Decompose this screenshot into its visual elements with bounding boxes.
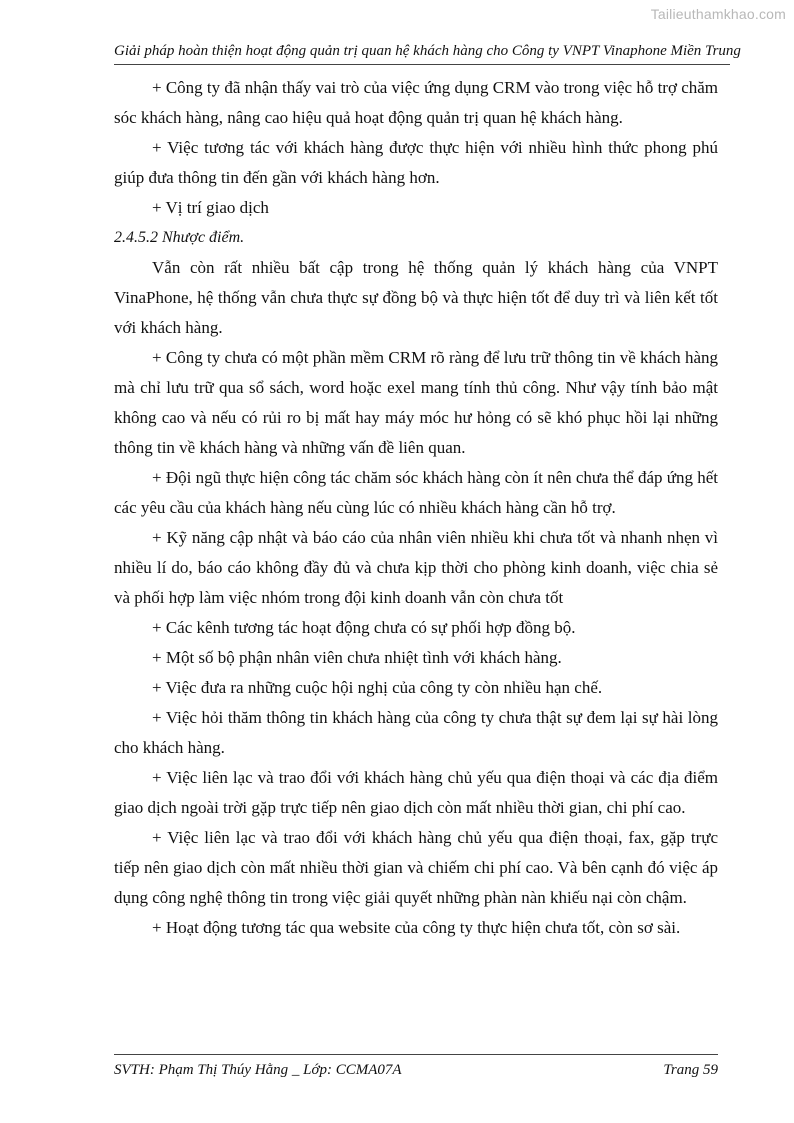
paragraph: + Việc liên lạc và trao đổi với khách hàng chủ yếu qua điện thoại và các địa điểm giao dịch ngoài trời gặp trực tiếp nên giao dịch còn mất nhiều thời gian, chi phí cao. bbox=[114, 768, 718, 817]
paragraph: + Một số bộ phận nhân viên chưa nhiệt tình với khách hàng. bbox=[152, 648, 562, 667]
paragraph: Vẫn còn rất nhiều bất cập trong hệ thống quản lý khách hàng của VNPT VinaPhone, hệ thống vẫn chưa thực sự đồng bộ và thực hiện tốt để duy trì và liên kết tốt với khách hàng. bbox=[114, 258, 718, 337]
paragraph: + Việc liên lạc và trao đổi với khách hàng chủ yếu qua điện thoại, fax, gặp trực tiếp nên giao dịch còn mất nhiều thời gian và chiếm chi phí cao. Và bên cạnh đó việc áp dụng công nghệ thông tin trong việc giải quyết những phàn nàn khiếu nại còn chậm. bbox=[114, 828, 718, 907]
paragraph: + Công ty đã nhận thấy vai trò của việc ứng dụng CRM vào trong việc hỗ trợ chăm sóc khách hàng, nâng cao hiệu quả hoạt động quản trị quan hệ khách hàng. bbox=[114, 78, 719, 127]
section-heading: 2.4.5.2 Nhược điểm. bbox=[114, 229, 245, 246]
paragraph: + Vị trí giao dịch bbox=[152, 198, 269, 217]
footer-author: SVTH: Phạm Thị Thúy Hằng _ Lớp: CCMA07A bbox=[114, 1062, 402, 1078]
document-body bbox=[114, 73, 718, 943]
paragraph: + Các kênh tương tác hoạt động chưa có sự phối hợp đồng bộ. bbox=[152, 618, 576, 637]
watermark: Tailieuthamkhao.com bbox=[650, 6, 786, 22]
page-number: Trang 59 bbox=[663, 1062, 718, 1078]
paragraph: + Việc tương tác với khách hàng được thực hiện với nhiều hình thức phong phú giúp đưa thông tin đến gần với khách hàng hơn. bbox=[114, 138, 718, 187]
header-title: Giải pháp hoàn thiện hoạt động quản trị quan hệ khách hàng cho Công ty VNPT Vinaphone Miền Trung bbox=[114, 43, 741, 59]
page-footer bbox=[114, 1054, 718, 1079]
paragraph: + Việc hỏi thăm thông tin khách hàng của công ty chưa thật sự đem lại sự hài lòng cho khách hàng. bbox=[114, 708, 718, 757]
paragraph: + Việc đưa ra những cuộc hội nghị của công ty còn nhiều hạn chế. bbox=[152, 678, 603, 697]
paragraph: + Công ty chưa có một phần mềm CRM rõ ràng để lưu trữ thông tin về khách hàng mà chỉ lưu trữ qua sổ sách, word hoặc exel mang tính thủ công. Như vậy tính bảo mật không cao và nếu có rủi ro bị mất hay máy móc hư hỏng có sẽ khó phục hồi lại những thông tin về khách hàng và những vấn đề liên quan. bbox=[114, 348, 718, 457]
paragraph: + Đội ngũ thực hiện công tác chăm sóc khách hàng còn ít nên chưa thể đáp ứng hết các yêu cầu của khách hàng nếu cùng lúc có nhiều khách hàng cần hỗ trợ. bbox=[114, 468, 718, 517]
paragraph: + Hoạt động tương tác qua website của công ty thực hiện chưa tốt, còn sơ sài. bbox=[152, 918, 681, 937]
page-header bbox=[114, 42, 741, 65]
paragraph: + Kỹ năng cập nhật và báo cáo của nhân viên nhiều khi chưa tốt và nhanh nhẹn vì nhiều lí do, báo cáo không đầy đủ và chưa kịp thời cho phòng kinh doanh, việc chia sẻ và phối hợp làm việc nhóm trong đội kinh doanh vẫn còn chưa tốt bbox=[114, 528, 718, 607]
